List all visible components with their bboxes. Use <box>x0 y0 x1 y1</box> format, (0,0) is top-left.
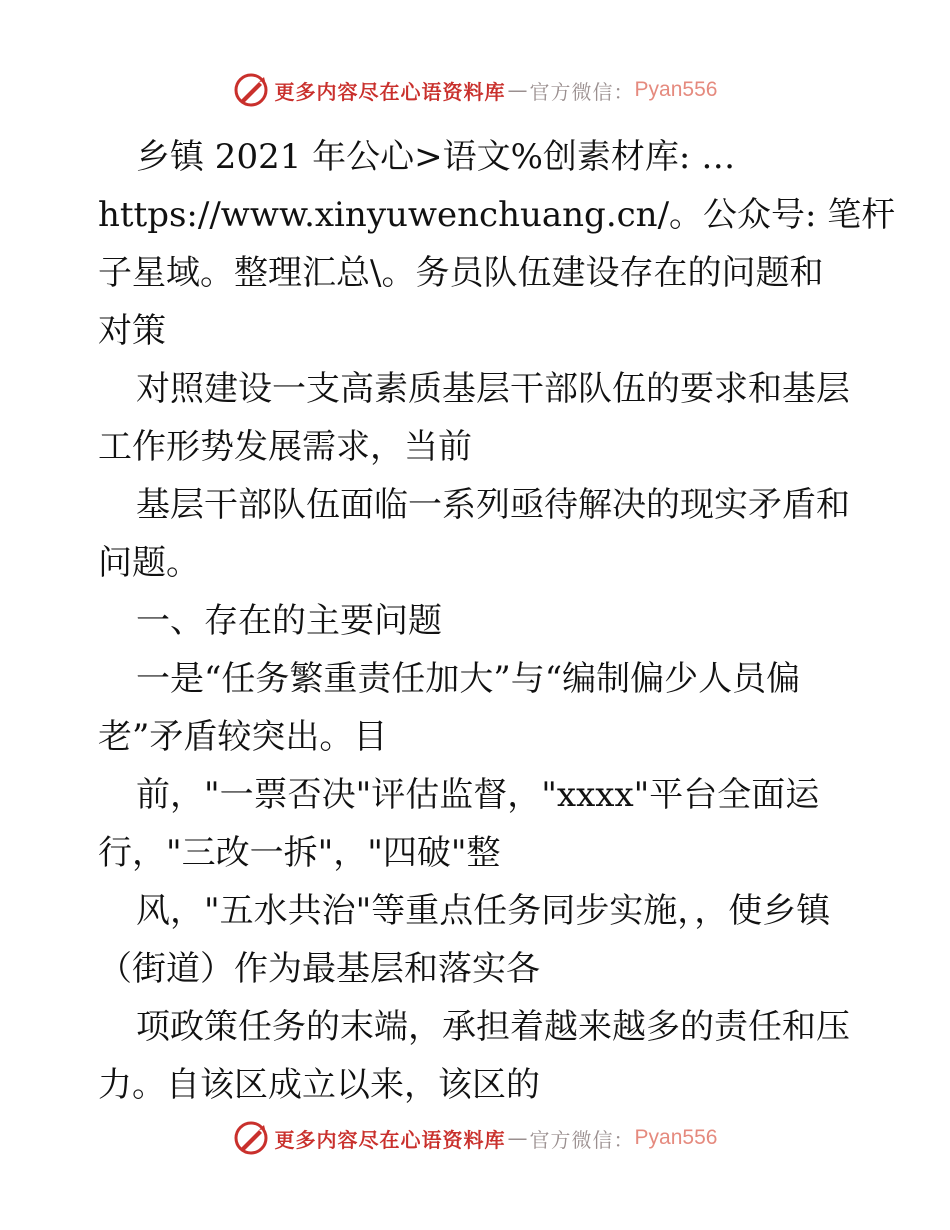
text-line: 对策 <box>98 311 166 351</box>
text-line: 前，"一票否决"评估监督，"xxxx"平台全面运 <box>136 775 820 815</box>
text-line: 工作形势发展需求，当前 <box>98 427 472 467</box>
banner-title: 更多内容尽在心语资料库 <box>274 79 506 104</box>
text-line: 风，"五水共治"等重点任务同步实施，，使乡镇 <box>136 891 831 931</box>
header-banner <box>0 70 950 110</box>
banner-wechat-id: Pyan556 <box>634 78 718 101</box>
text-line: 力。自该区成立以来，该区的 <box>98 1065 540 1105</box>
text-line: 问题。 <box>98 543 200 583</box>
banner-separator: — <box>507 1126 528 1150</box>
footer-banner <box>0 1118 950 1158</box>
text-line: 项政策任务的末端，承担着越来越多的责任和压 <box>136 1007 850 1047</box>
text-line: （街道）作为最基层和落实各 <box>98 949 540 989</box>
section-heading: 一、存在的主要问题 <box>136 601 442 641</box>
banner-wechat-label: 官方微信： <box>529 1127 635 1152</box>
text-line: 对照建设一支高素质基层干部队伍的要求和基层 <box>136 369 850 409</box>
text-line: 子星域。整理汇总\。务员队伍建设存在的问题和 <box>98 253 824 293</box>
text-line: https://www.xinyuwenchuang.cn/。公众号: 笔杆 <box>98 195 896 235</box>
text-line: 一是“任务繁重责任加大”与“编制偏少人员偏 <box>136 659 801 699</box>
quill-logo-icon <box>233 72 269 108</box>
banner-wechat-label: 官方微信： <box>529 79 635 104</box>
quill-logo-icon <box>233 1120 269 1156</box>
text-line: 老”矛盾较突出。目 <box>98 717 388 757</box>
banner-title: 更多内容尽在心语资料库 <box>274 1127 506 1152</box>
text-line: 乡镇 2021 年公心>语文%创素材库: … <box>136 137 736 177</box>
text-line: 基层干部队伍面临一系列亟待解决的现实矛盾和 <box>136 485 850 525</box>
banner-wechat-id: Pyan556 <box>634 1126 718 1149</box>
text-line: 行，"三改一拆"，"四破"整 <box>98 833 501 873</box>
banner-separator: — <box>507 78 528 102</box>
document-body <box>98 128 896 1114</box>
